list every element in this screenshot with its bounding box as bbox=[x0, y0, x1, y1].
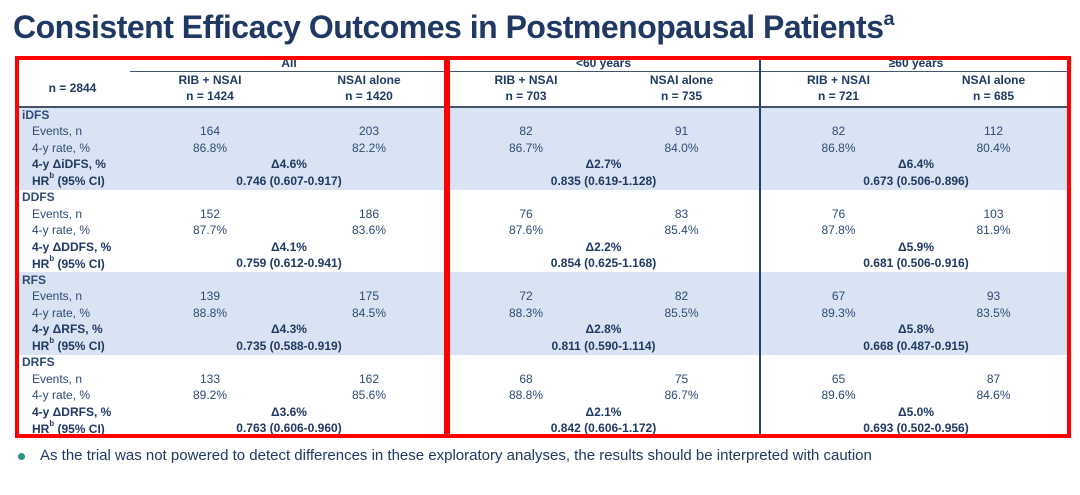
hr-row bbox=[15, 421, 1071, 438]
row-label-hr: $HR^b$ (95% CI) bbox=[15, 173, 130, 190]
events-value: 139 bbox=[130, 289, 290, 306]
row-label-events: Events, n bbox=[15, 289, 130, 306]
group-header-ge60: ≥60 years bbox=[760, 56, 1071, 72]
delta-value: Δ5.0% bbox=[760, 404, 1071, 421]
col-header-all-nsai: NSAI alone n = 1420 bbox=[290, 72, 448, 107]
events-value: 175 bbox=[290, 289, 448, 306]
delta-value: Δ4.1% bbox=[271, 239, 307, 254]
events-value: 82 bbox=[604, 289, 760, 306]
row-label-events: Events, n bbox=[15, 124, 130, 141]
events-value: 72 bbox=[448, 289, 604, 306]
delta-value: Δ2.7% bbox=[448, 157, 760, 174]
events-value: 164 bbox=[130, 124, 290, 141]
events-value: 65 bbox=[760, 371, 916, 388]
row-label-rate: 4-y rate, % bbox=[15, 140, 130, 157]
section-name: DDFS bbox=[22, 190, 55, 205]
delta-value: Δ5.9% bbox=[760, 239, 1071, 256]
section-header-row bbox=[15, 355, 1071, 372]
rate-value: 84.6% bbox=[976, 388, 1011, 403]
rate-value: 88.3% bbox=[448, 305, 604, 322]
rate-value: 82.2% bbox=[290, 140, 448, 157]
delta-value: Δ6.4% bbox=[760, 157, 1071, 174]
efficacy-table-zone bbox=[15, 56, 1071, 438]
delta-value: Δ2.1% bbox=[585, 404, 622, 419]
delta-row bbox=[15, 322, 1071, 339]
rate-value: 86.7% bbox=[664, 388, 699, 403]
events-value: 83 bbox=[674, 206, 689, 221]
section-header-row bbox=[15, 272, 1071, 289]
delta-value: Δ4.3% bbox=[130, 322, 448, 339]
delta-value: Δ4.6% bbox=[130, 157, 448, 174]
row-label-hr: $HR^b$ (95% CI) bbox=[32, 253, 105, 271]
hr-row bbox=[15, 173, 1071, 190]
corner-cell bbox=[15, 56, 130, 72]
rate-row bbox=[15, 140, 1071, 157]
page-title-text: Consistent Efficacy Outcomes in Postmenopausal Patients bbox=[13, 9, 884, 45]
row-label-events: Events, n bbox=[32, 206, 83, 221]
events-value: 87 bbox=[986, 371, 1001, 386]
row-label-delta: 4-y ΔRFS, % bbox=[15, 322, 130, 339]
row-label-delta: 4-y ΔiDFS, % bbox=[15, 157, 130, 174]
events-value: 82 bbox=[760, 124, 916, 141]
title-superscript: a bbox=[883, 8, 895, 31]
delta-value: Δ3.6% bbox=[271, 404, 307, 419]
rate-value: 85.5% bbox=[604, 305, 760, 322]
delta-row bbox=[15, 239, 1071, 256]
group-header-all: All bbox=[130, 56, 448, 72]
events-row bbox=[15, 124, 1071, 141]
hr-value: 0.735 (0.588-0.919) bbox=[130, 338, 448, 355]
rate-value: 88.8% bbox=[508, 388, 544, 403]
row-label-rate: 4-y rate, % bbox=[32, 223, 91, 238]
bullet-icon bbox=[18, 453, 25, 460]
hr-row bbox=[15, 338, 1071, 355]
section-header-row bbox=[15, 107, 1071, 124]
hr-value: 0.673 (0.506-0.896) bbox=[760, 173, 1071, 190]
rate-value: 85.6% bbox=[351, 388, 387, 403]
rate-value: 87.8% bbox=[760, 223, 916, 240]
rate-row bbox=[15, 223, 1071, 240]
rate-value: 86.8% bbox=[760, 140, 916, 157]
events-value: 67 bbox=[760, 289, 916, 306]
caution-note bbox=[18, 447, 1080, 464]
col-header-ge60-rib: RIB + NSAI n = 721 bbox=[760, 72, 916, 107]
events-value: 76 bbox=[519, 206, 533, 221]
events-value: 112 bbox=[916, 124, 1071, 141]
hr-value: 0.842 (0.606-1.172) bbox=[550, 421, 657, 436]
delta-row bbox=[15, 404, 1071, 421]
events-value: 91 bbox=[604, 124, 760, 141]
events-value: 186 bbox=[358, 206, 380, 221]
events-value: 68 bbox=[519, 371, 533, 386]
hr-value: 0.835 (0.619-1.128) bbox=[448, 173, 760, 190]
col-header-lt60-rib: RIB + NSAI n = 703 bbox=[448, 72, 604, 107]
events-value: 82 bbox=[448, 124, 604, 141]
events-value: 103 bbox=[983, 206, 1004, 221]
row-label-hr: $HR^b$ (95% CI) bbox=[15, 338, 130, 355]
hr-row bbox=[15, 256, 1071, 273]
events-row bbox=[15, 371, 1071, 388]
events-value: 152 bbox=[199, 206, 221, 221]
rate-value: 88.8% bbox=[130, 305, 290, 322]
row-label-rate: 4-y rate, % bbox=[15, 305, 130, 322]
row-label-rate: 4-y rate, % bbox=[32, 388, 91, 403]
rate-value: 84.5% bbox=[290, 305, 448, 322]
delta-value: Δ2.8% bbox=[448, 322, 760, 339]
hr-value: 0.746 (0.607-0.917) bbox=[130, 173, 448, 190]
events-row bbox=[15, 206, 1071, 223]
row-label-delta: 4-y ΔDRFS, % bbox=[32, 404, 112, 419]
hr-value: 0.811 (0.590-1.114) bbox=[448, 338, 760, 355]
delta-value: Δ5.8% bbox=[760, 322, 1071, 339]
delta-value: Δ2.2% bbox=[585, 239, 622, 254]
group-header-row bbox=[15, 56, 1071, 72]
rate-value: 87.6% bbox=[508, 223, 544, 238]
efficacy-table bbox=[15, 56, 1071, 438]
rate-value: 86.8% bbox=[130, 140, 290, 157]
events-row bbox=[15, 289, 1071, 306]
caution-note-text: As the trial was not powered to detect differences in these exploratory analyses, the results should be interpreted with caution bbox=[40, 446, 872, 464]
events-value: 203 bbox=[290, 124, 448, 141]
rate-value: 84.0% bbox=[604, 140, 760, 157]
total-n-label: n = 2844 bbox=[15, 72, 130, 107]
section-name: iDFS bbox=[15, 107, 130, 124]
delta-row bbox=[15, 157, 1071, 174]
col-header-ge60-nsai: NSAI alone n = 685 bbox=[916, 72, 1071, 107]
col-header-all-rib: RIB + NSAI n = 1424 bbox=[130, 72, 290, 107]
hr-value: 0.681 (0.506-0.916) bbox=[760, 256, 1071, 273]
rate-value: 80.4% bbox=[916, 140, 1071, 157]
events-value: 93 bbox=[916, 289, 1071, 306]
events-value: 133 bbox=[199, 371, 221, 386]
row-label-events: Events, n bbox=[32, 371, 83, 386]
rate-value: 83.6% bbox=[351, 223, 387, 238]
rate-value: 83.5% bbox=[916, 305, 1071, 322]
hr-value: 0.693 (0.502-0.956) bbox=[760, 421, 1071, 438]
rate-value: 89.6% bbox=[760, 388, 916, 405]
events-value: 162 bbox=[358, 371, 380, 386]
rate-value: 87.7% bbox=[192, 223, 228, 238]
events-value: 75 bbox=[674, 371, 689, 386]
hr-value: 0.854 (0.625-1.168) bbox=[550, 256, 657, 271]
rate-value: 89.3% bbox=[760, 305, 916, 322]
rate-row bbox=[15, 388, 1071, 405]
section-name: DRFS bbox=[22, 355, 55, 370]
hr-value: 0.668 (0.487-0.915) bbox=[760, 338, 1071, 355]
arm-header-row bbox=[15, 72, 1071, 107]
rate-value: 89.2% bbox=[192, 388, 228, 403]
page-title bbox=[13, 9, 1080, 46]
section-header-row bbox=[15, 190, 1071, 207]
rate-value: 81.9% bbox=[976, 223, 1011, 238]
col-header-lt60-nsai: NSAI alone n = 735 bbox=[604, 72, 760, 107]
row-label-delta: 4-y ΔDDFS, % bbox=[32, 239, 112, 254]
group-header-lt60: <60 years bbox=[448, 56, 760, 72]
hr-value: 0.763 (0.606-0.960) bbox=[236, 421, 342, 436]
hr-value: 0.759 (0.612-0.941) bbox=[236, 256, 342, 271]
row-label-hr: $HR^b$ (95% CI) bbox=[32, 418, 105, 436]
events-value: 76 bbox=[760, 206, 916, 223]
rate-value: 85.4% bbox=[664, 223, 699, 238]
rate-value: 86.7% bbox=[448, 140, 604, 157]
rate-row bbox=[15, 305, 1071, 322]
section-name: RFS bbox=[15, 272, 130, 289]
